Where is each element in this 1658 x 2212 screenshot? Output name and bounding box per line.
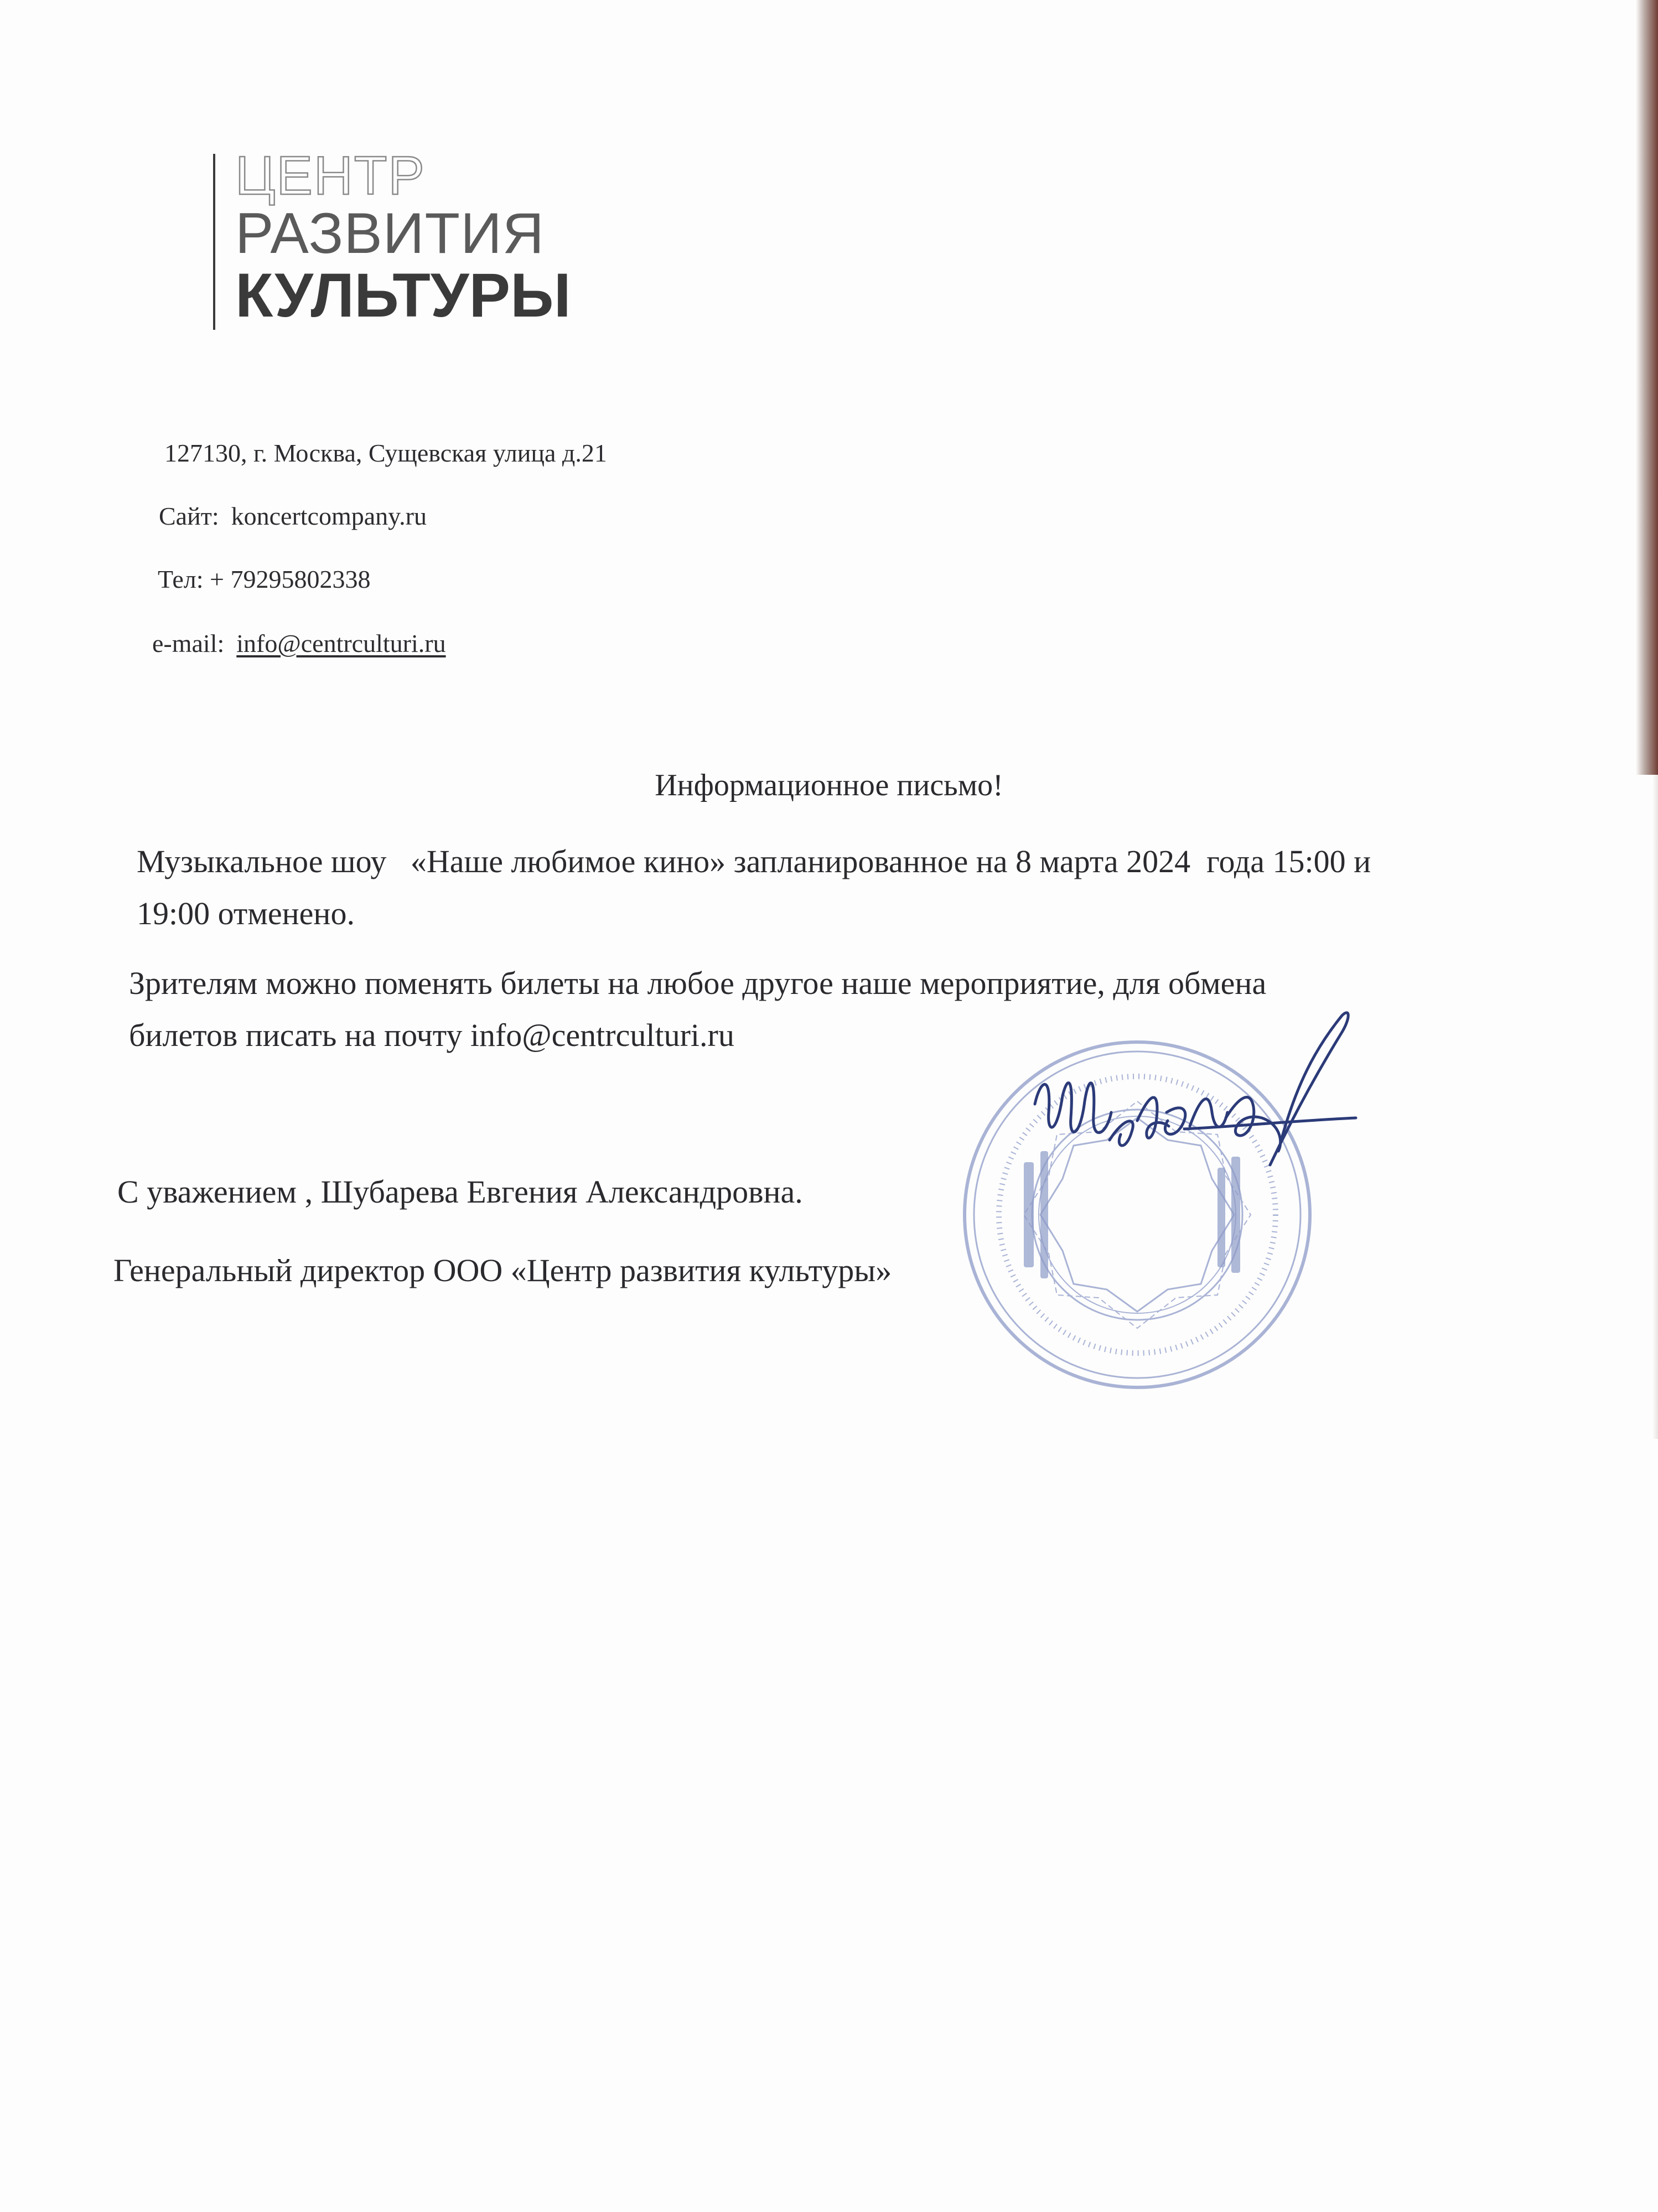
signatory-position: Генеральный директор ООО «Центр развития культуры» xyxy=(113,1252,892,1288)
contact-address: 127130, г. Москва, Сущевская улица д.21 xyxy=(164,439,607,467)
paragraph-cancellation-line-1: Музыкальное шоу «Наше любимое кино» запланированное на 8 марта 2024 года 15:00 и xyxy=(137,843,1371,879)
logo-line-2: РАЗВИТИЯ xyxy=(235,201,545,266)
phone-label: Тел: xyxy=(158,565,204,593)
paragraph-cancellation xyxy=(137,836,1371,940)
email-link[interactable]: info@centrculturi.ru xyxy=(236,629,446,657)
contact-email xyxy=(152,629,446,658)
phone-value: + 79295802338 xyxy=(210,565,371,593)
paragraph-cancellation-line-2: 19:00 отменено. xyxy=(137,895,355,931)
email-label: e-mail: xyxy=(152,629,225,657)
site-value[interactable]: koncertcompany.ru xyxy=(231,502,427,530)
handwritten-signature xyxy=(1018,1007,1361,1262)
site-label: Сайт: xyxy=(159,502,219,530)
logo-line-1: ЦЕНТР xyxy=(235,145,426,206)
contact-phone xyxy=(158,564,370,594)
company-logo xyxy=(213,145,571,331)
paragraph-exchange-line-2: билетов писать на почту info@centrculturi.ru xyxy=(129,1017,734,1053)
letter-heading: Информационное письмо! xyxy=(655,768,1003,802)
paragraph-exchange-line-1: Зрителям можно поменять билеты на любое другое наше мероприятие, для обмена xyxy=(129,965,1267,1001)
closing-regards: С уважением , Шубарева Евгения Александровна. xyxy=(117,1174,803,1210)
contact-site xyxy=(159,501,427,531)
page-edge-shadow-lower xyxy=(1652,775,1658,1439)
logo-line-3: КУЛЬТУРЫ xyxy=(235,261,571,330)
logo-bar xyxy=(213,154,215,330)
page-edge-shadow xyxy=(1636,0,1658,775)
